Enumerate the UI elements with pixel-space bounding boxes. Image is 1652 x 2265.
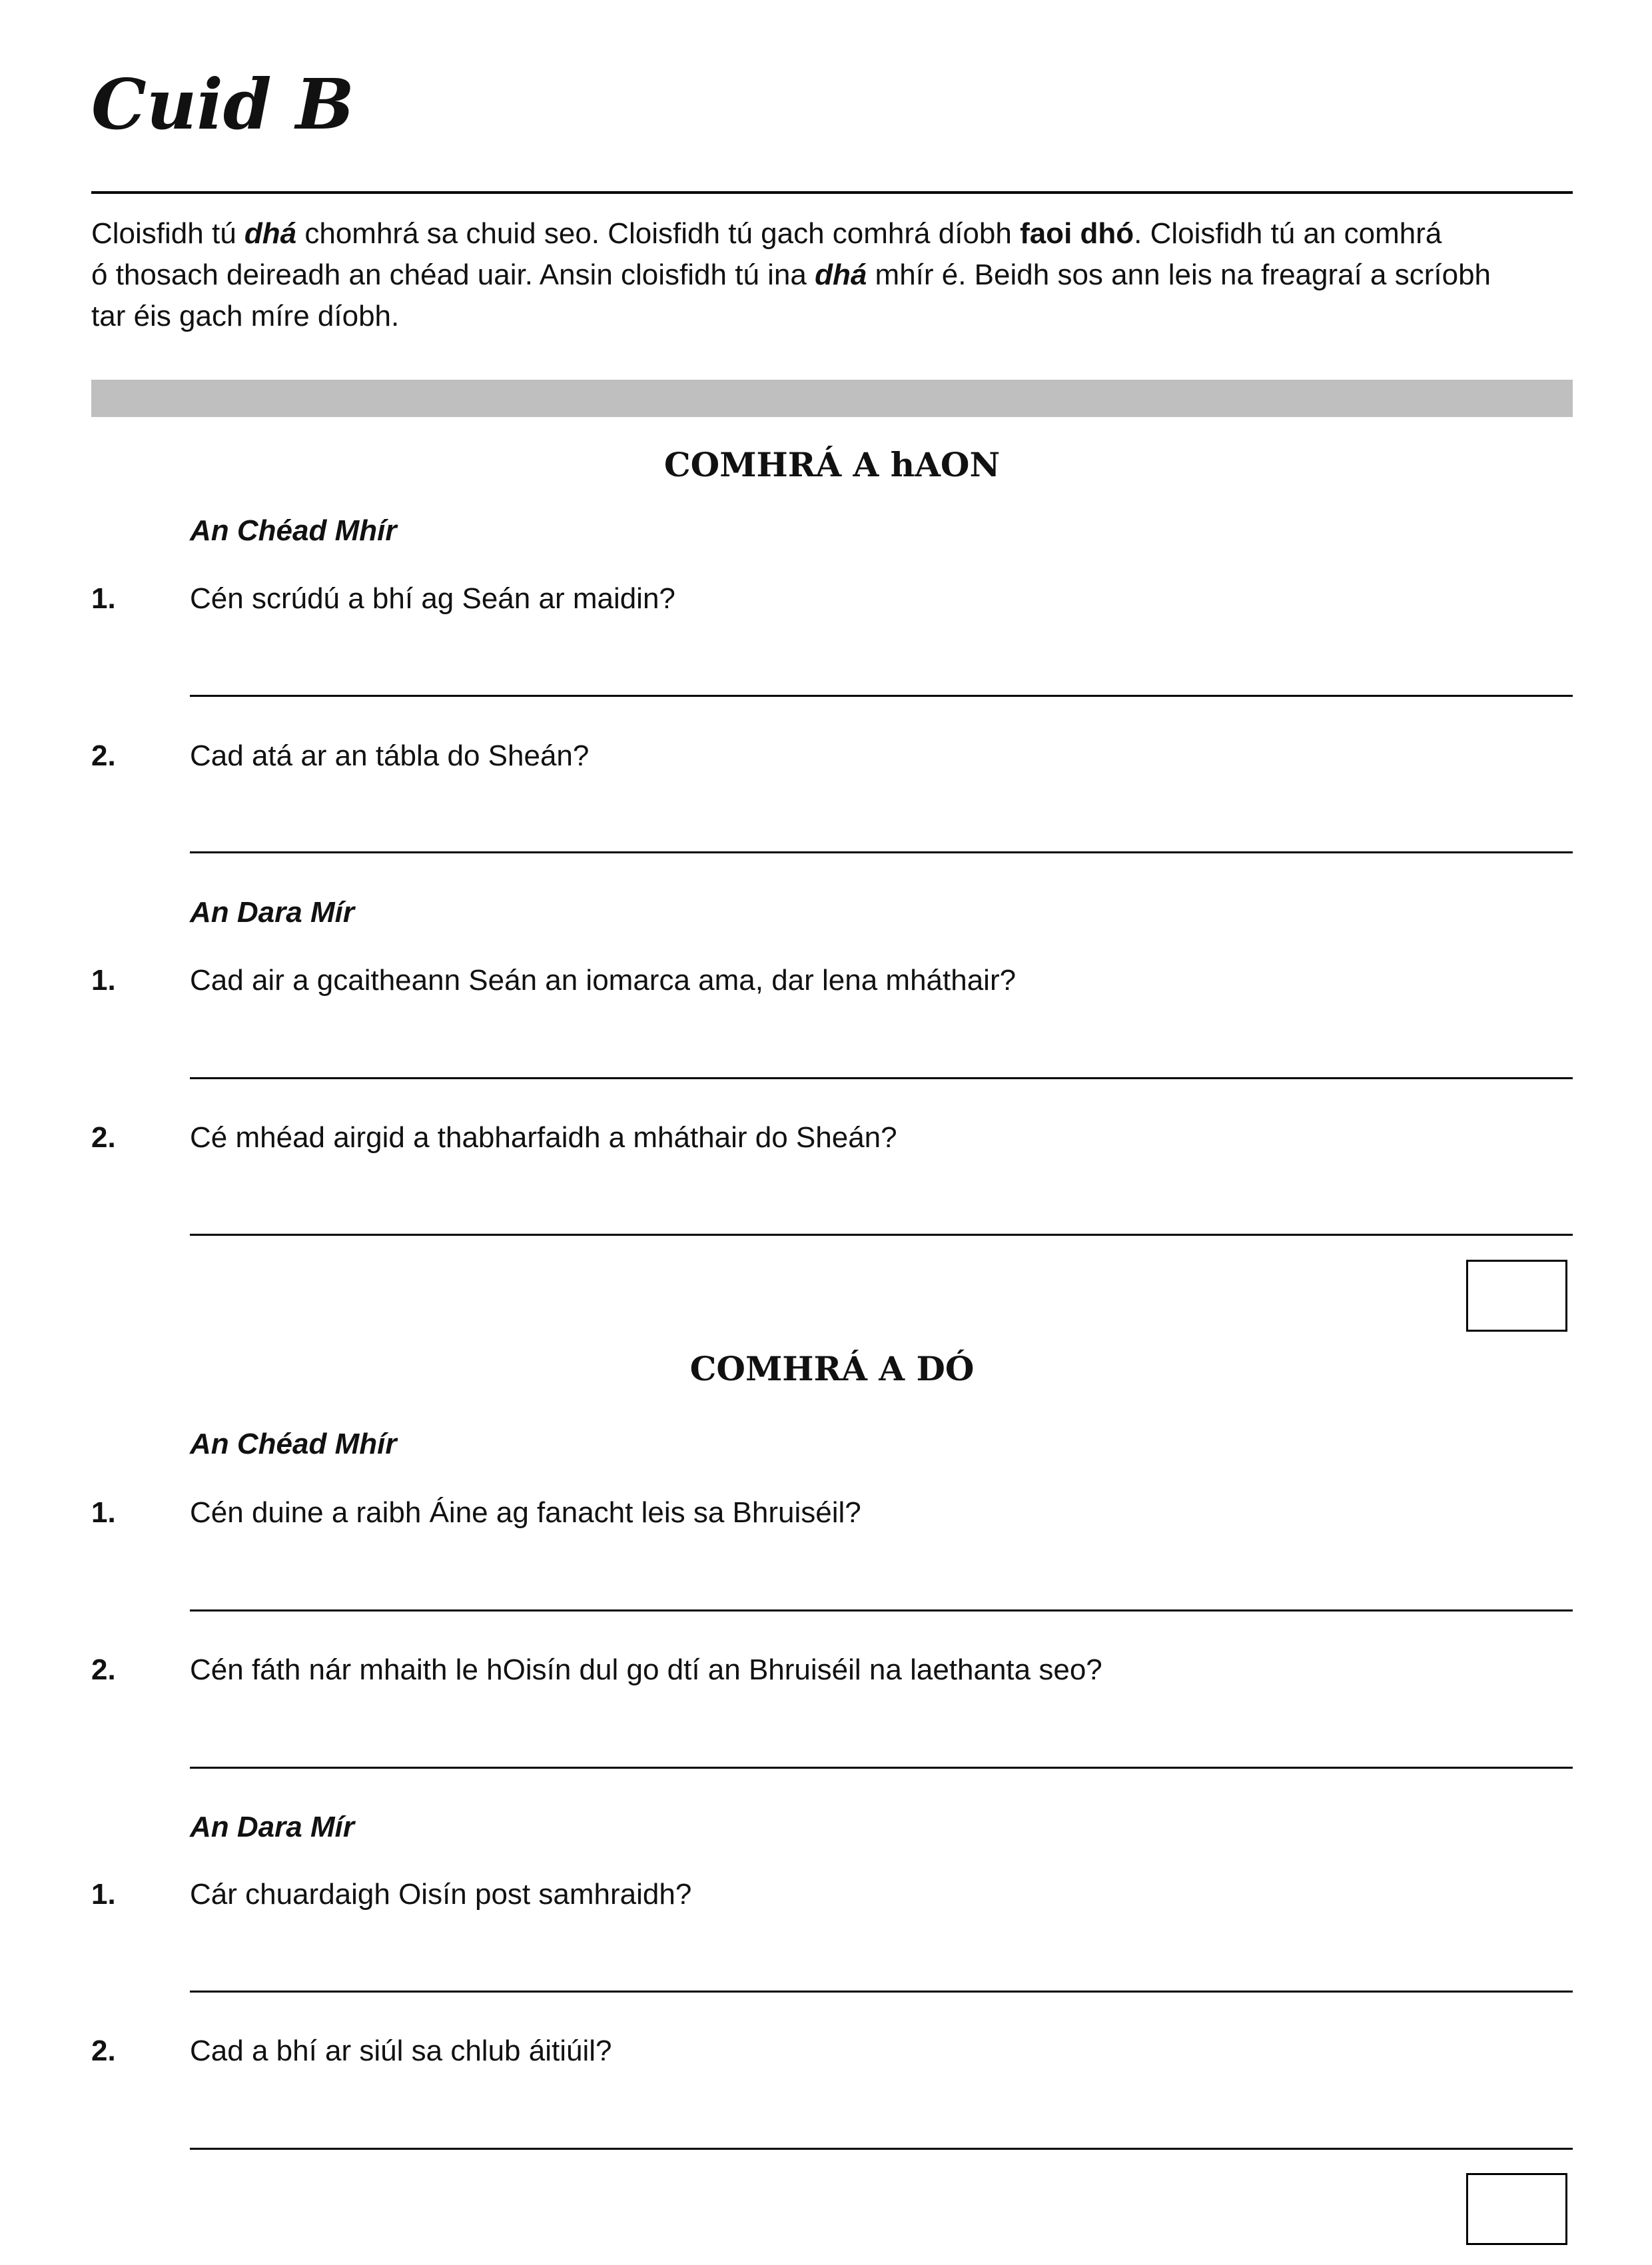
question-text: Cén scrúdú a bhí ag Seán ar maidin?	[190, 582, 675, 615]
answer-line[interactable]	[190, 1609, 1573, 1611]
page-title: Cuid B	[91, 63, 354, 145]
question-number: 2.	[91, 1121, 116, 1154]
instructions-text: mhír é. Beidh sos ann leis na freagraí a scríobh	[867, 258, 1491, 291]
instructions-text: chomhrá sa chuid seo. Cloisfidh tú gach comhrá díobh	[296, 217, 1021, 250]
emphasis-word: dhá	[815, 258, 867, 291]
emphasis-phrase: faoi dhó	[1020, 217, 1134, 250]
question-number: 2.	[91, 2035, 116, 2067]
question-number: 1.	[91, 1878, 116, 1911]
question-text: Cén fáth nár mhaith le hOisín dul go dtí an Bhruiséil na laethanta seo?	[190, 1653, 1102, 1686]
question-number: 2.	[91, 1653, 116, 1686]
conversation-2-part-2-title: An Dara Mír	[190, 1811, 354, 1843]
question-text: Cad atá ar an tábla do Sheán?	[190, 739, 590, 772]
conversation-1-title: COMHRÁ A hAON	[663, 445, 1001, 484]
instructions-text: ó thosach deireadh an chéad uair. Ansin cloisfidh tú ina	[91, 258, 815, 291]
question-number: 1.	[91, 964, 116, 997]
question-text: Cár chuardaigh Oisín post samhraidh?	[190, 1878, 692, 1911]
section-band	[91, 380, 1573, 417]
answer-line[interactable]	[190, 851, 1573, 853]
question-text: Cad air a gcaitheann Seán an iomarca ama, dar lena mháthair?	[190, 964, 1017, 997]
answer-line[interactable]	[190, 695, 1573, 697]
score-box[interactable]	[1466, 1260, 1567, 1332]
instructions-text: Cloisfidh tú	[91, 217, 244, 250]
conversation-1-part-1-title: An Chéad Mhír	[190, 514, 397, 547]
instructions-text: tar éis gach míre díobh.	[91, 300, 400, 332]
title-divider	[91, 191, 1573, 194]
question-number: 1.	[91, 1496, 116, 1529]
answer-line[interactable]	[190, 2148, 1573, 2150]
emphasis-word: dhá	[244, 217, 297, 250]
question-number: 2.	[91, 739, 116, 772]
question-text: Cé mhéad airgid a thabharfaidh a mháthair do Sheán?	[190, 1121, 897, 1154]
conversation-1-part-2-title: An Dara Mír	[190, 896, 354, 929]
question-text: Cad a bhí ar siúl sa chlub áitiúil?	[190, 2035, 612, 2067]
answer-line[interactable]	[190, 1234, 1573, 1236]
answer-line[interactable]	[190, 1077, 1573, 1079]
question-number: 1.	[91, 582, 116, 615]
instructions-text: . Cloisfidh tú an comhrá	[1134, 217, 1442, 250]
instructions	[91, 213, 1573, 337]
answer-line[interactable]	[190, 1991, 1573, 1993]
answer-line[interactable]	[190, 1767, 1573, 1769]
question-text: Cén duine a raibh Áine ag fanacht leis sa Bhruiséil?	[190, 1496, 861, 1529]
score-box[interactable]	[1466, 2173, 1567, 2245]
conversation-2-part-1-title: An Chéad Mhír	[190, 1428, 397, 1460]
conversation-2-title: COMHRÁ A DÓ	[689, 1349, 975, 1388]
